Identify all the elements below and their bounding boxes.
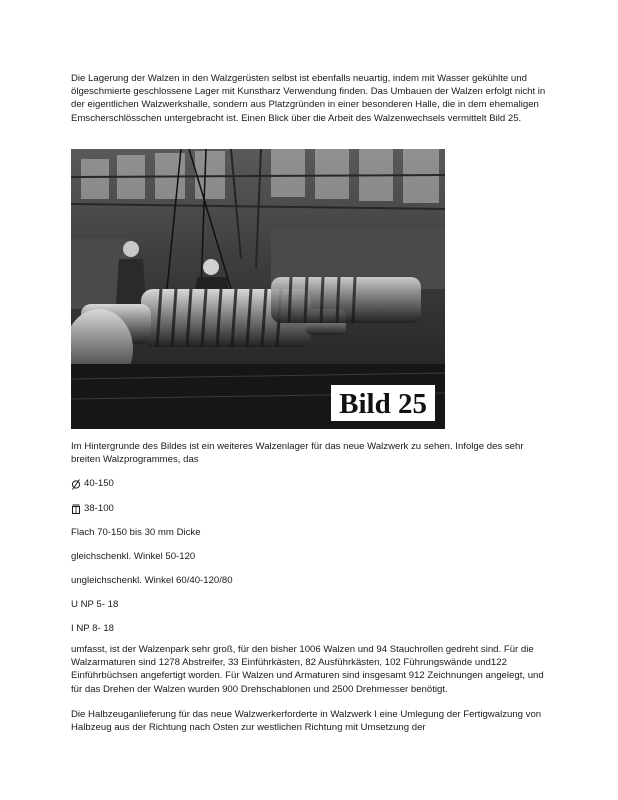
program-item-round <box>71 478 114 490</box>
paragraph-roll-park: umfasst, ist der Walzenpark sehr groß, für den bisher 1006 Walzen und 94 Stauchrollen gedreht sind. Für die Walzarmaturen sind 1278 Abstreifer, 33 Einführkästen, 82 Ausführkästen, 102 Führungswände und122 Einführbüchsen angefertigt worden. Für Walzen und Armaturen sind insgesamt 912 Zeichnungen angelegt, und für das Drehen der Walzen wurden 900 Drehschablonen und 2500 Drehmesser benötigt. <box>71 644 544 695</box>
program-item-u-profile: U NP 5- 18 <box>71 599 119 610</box>
photo-caption: Bild 25 <box>331 385 435 421</box>
paragraph-background-roll-store: Im Hintergrunde des Bildes ist ein weiteres Walzenlager für das neue Walzwerk zu sehen. Infolge des sehr breiten Walzprogrammes, das <box>71 441 524 466</box>
photo-roll-change <box>71 149 445 429</box>
program-item-text: 38-100 <box>84 503 114 514</box>
round-bar-icon <box>71 479 81 490</box>
program-item-text: 40-150 <box>84 478 114 489</box>
paragraph-roll-bearings: Die Lagerung der Walzen in den Walzgerüsten selbst ist ebenfalls neuartig, indem mit Wasser gekühlte und ölgeschmierte geschlossene Lager mit Kunstharz Verwendung finden. Das Umbauen der Walzen erfolgt nicht in der eigentlichen Walzwerkshalle, sondern aus Platzgründen in einer besonderen Halle, die in dem ehemaligen Emscherschlösschen untergebracht ist. Einen Blick über die Arbeit des Walzenwechsels vermittelt Bild 25. <box>71 73 546 124</box>
program-item-flat: Flach 70-150 bis 30 mm Dicke <box>71 527 201 538</box>
program-item-i-profile: I NP 8- 18 <box>71 623 115 634</box>
program-item-unequal-angle: ungleichschenkl. Winkel 60/40-120/80 <box>71 575 233 586</box>
program-item-equal-angle: gleichschenkl. Winkel 50-120 <box>71 551 196 562</box>
program-item-square <box>71 503 114 515</box>
square-bar-icon <box>71 504 81 515</box>
paragraph-semi-finished-delivery: Die Halbzeuganlieferung für das neue Walzwerkerforderte in Walzwerk I eine Umlegung der Fertigwalzung von Halbzeug aus der Richtung nach Osten zur westlichen Richtung mit Umsetzung der <box>71 709 542 734</box>
